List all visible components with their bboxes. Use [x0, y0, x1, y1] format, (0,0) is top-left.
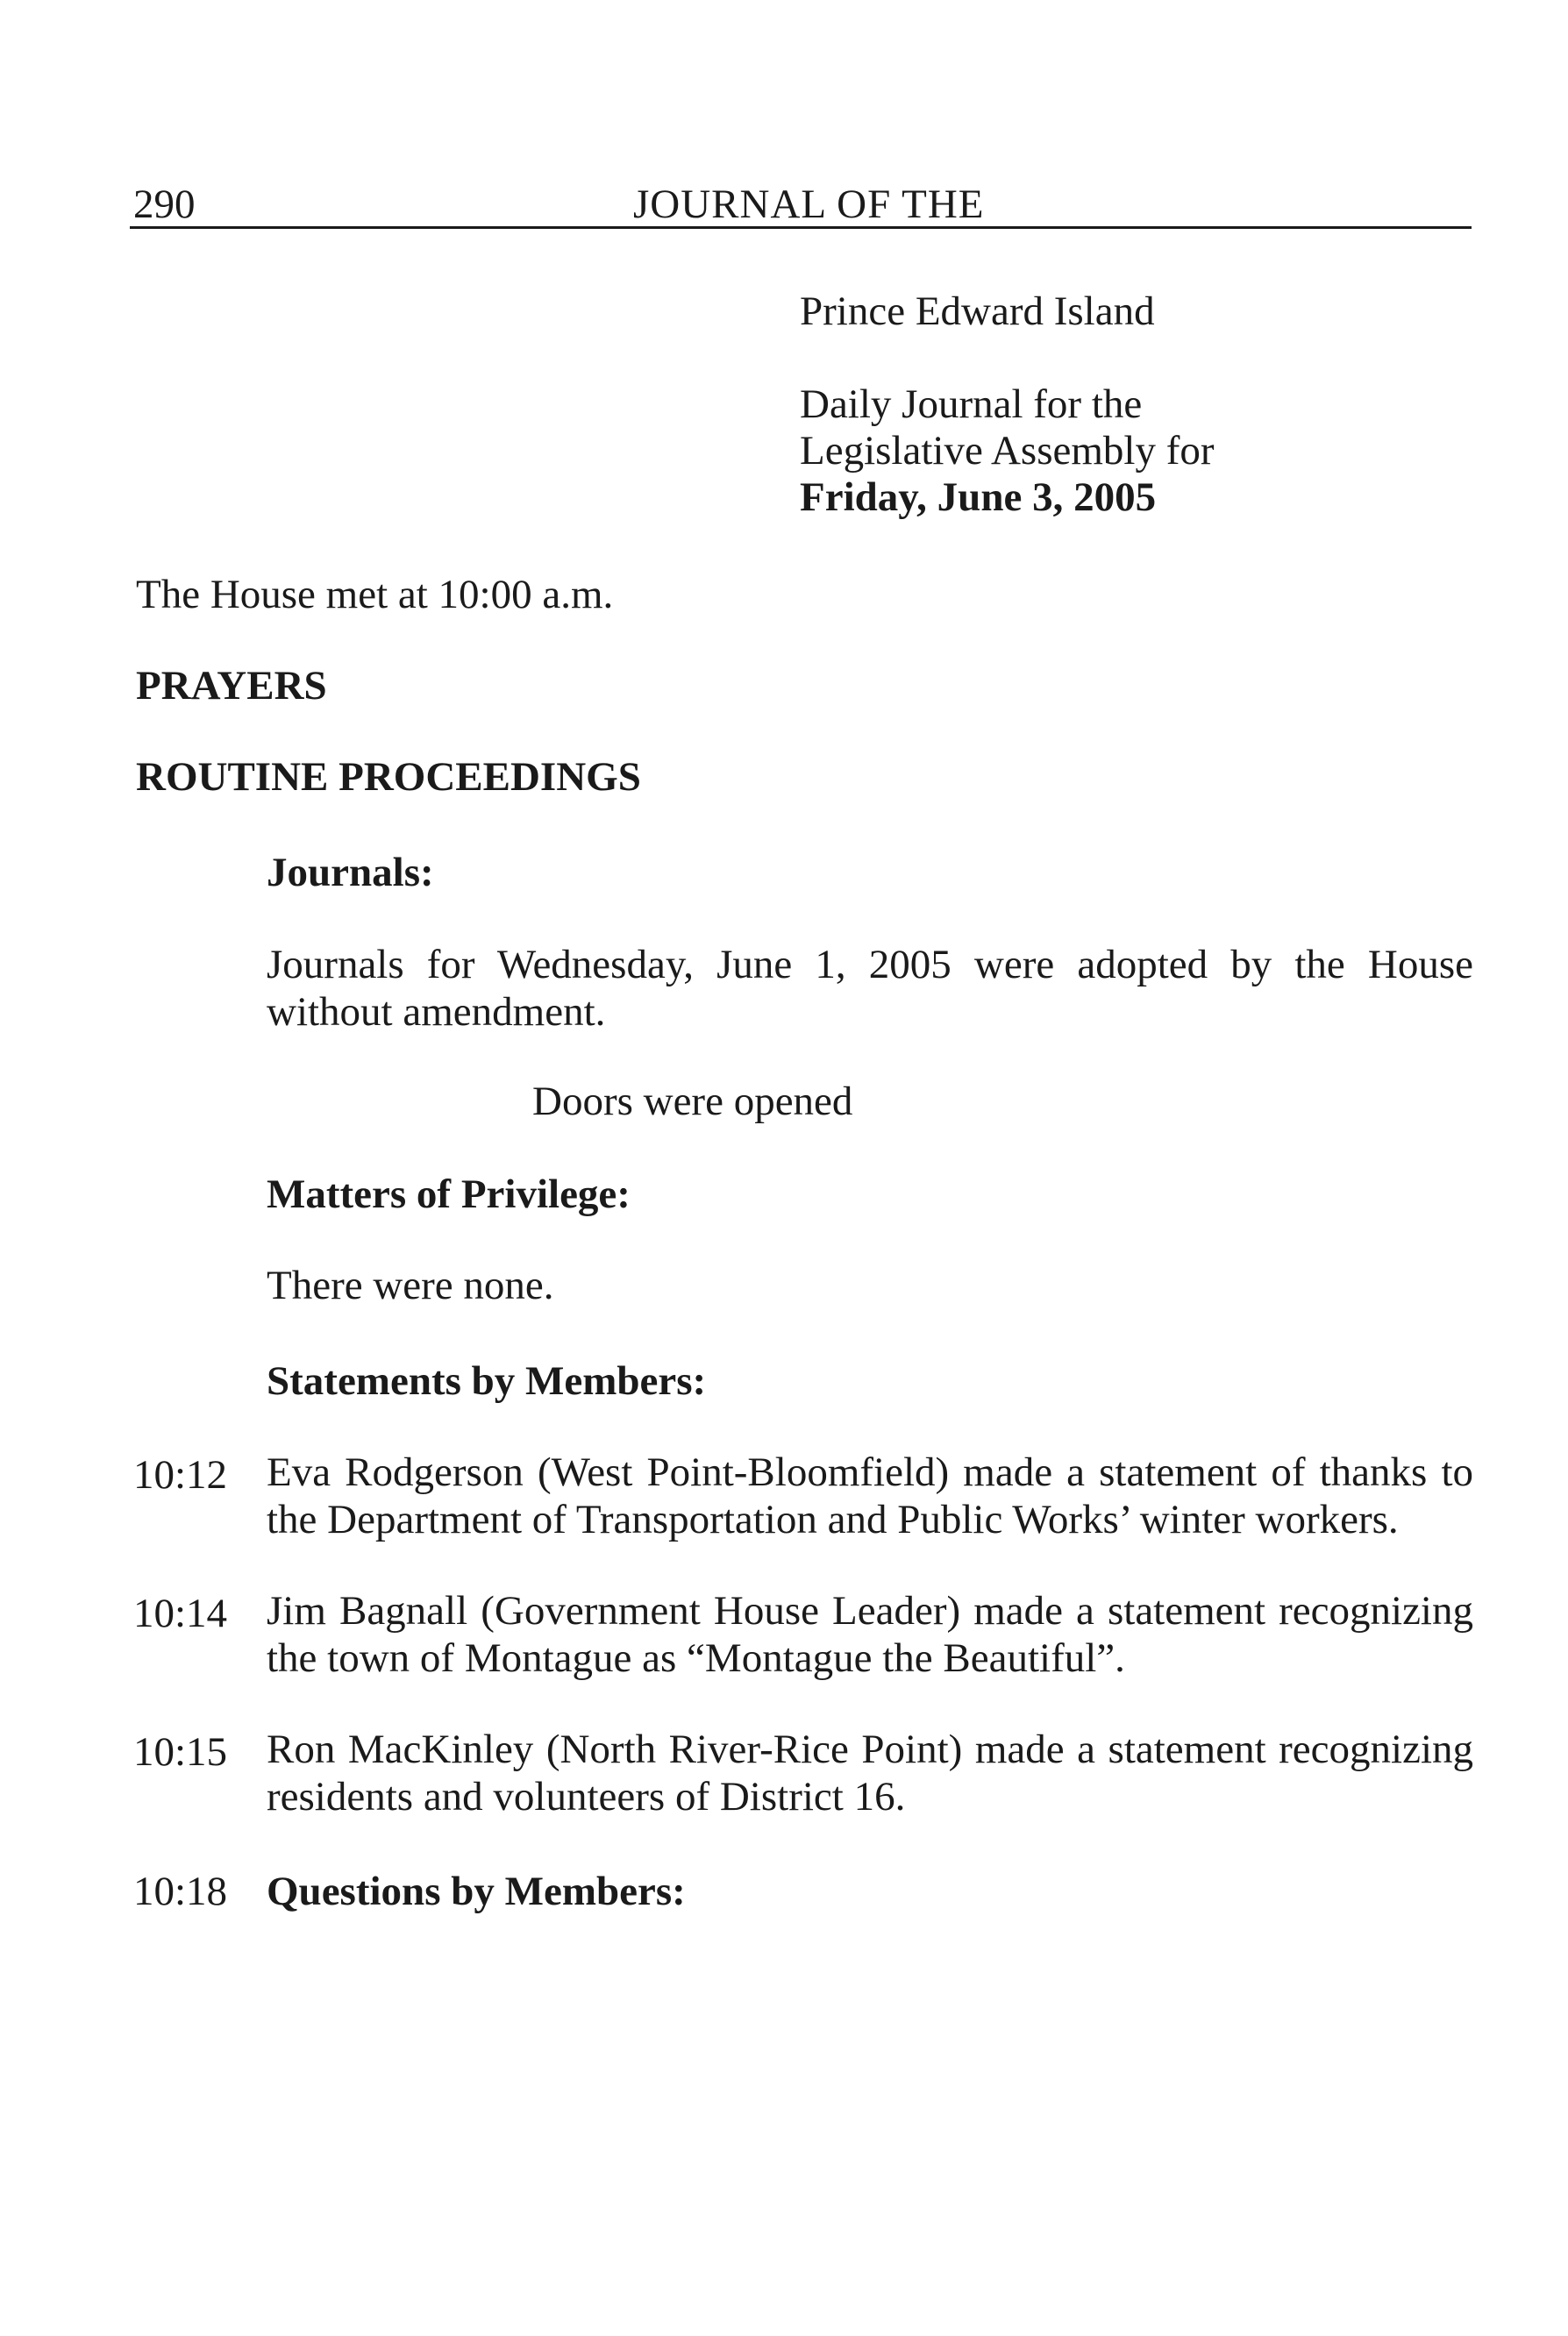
statement-time: 10:15: [133, 1729, 228, 1775]
prayers-heading: PRAYERS: [136, 663, 327, 709]
title-line-daily-journal: Daily Journal for the: [800, 381, 1143, 427]
statement-text: Ron MacKinley (North River-Rice Point) made a statement recognizing residents and volunteers of District 16.: [267, 1727, 1473, 1820]
questions-heading: Questions by Members:: [267, 1869, 686, 1914]
routine-proceedings-heading: ROUTINE PROCEEDINGS: [136, 754, 641, 800]
title-line-assembly: Legislative Assembly for: [800, 428, 1215, 474]
page-number: 290: [133, 182, 196, 227]
statement-time: 10:12: [133, 1452, 228, 1498]
journals-text: Journals for Wednesday, June 1, 2005 were adopted by the House without amendment.: [267, 942, 1473, 1035]
statements-heading: Statements by Members:: [267, 1358, 707, 1404]
running-title: JOURNAL OF THE: [633, 182, 985, 227]
questions-time: 10:18: [133, 1869, 228, 1914]
statement-text: Jim Bagnall (Government House Leader) made a statement recognizing the town of Montague as “Montague the Beautiful”.: [267, 1588, 1473, 1681]
matters-of-privilege-heading: Matters of Privilege:: [267, 1172, 631, 1217]
house-met-line: The House met at 10:00 a.m.: [136, 572, 614, 617]
title-date: Friday, June 3, 2005: [800, 474, 1157, 520]
journals-heading: Journals:: [267, 850, 434, 895]
header-rule: [130, 226, 1472, 229]
doors-opened-line: Doors were opened: [532, 1079, 853, 1124]
statement-time: 10:14: [133, 1591, 228, 1636]
title-province: Prince Edward Island: [800, 288, 1155, 334]
statement-text: Eva Rodgerson (West Point-Bloomfield) made a statement of thanks to the Department of Transportation and Public Works’ winter workers.: [267, 1449, 1473, 1542]
privilege-text: There were none.: [267, 1263, 554, 1308]
